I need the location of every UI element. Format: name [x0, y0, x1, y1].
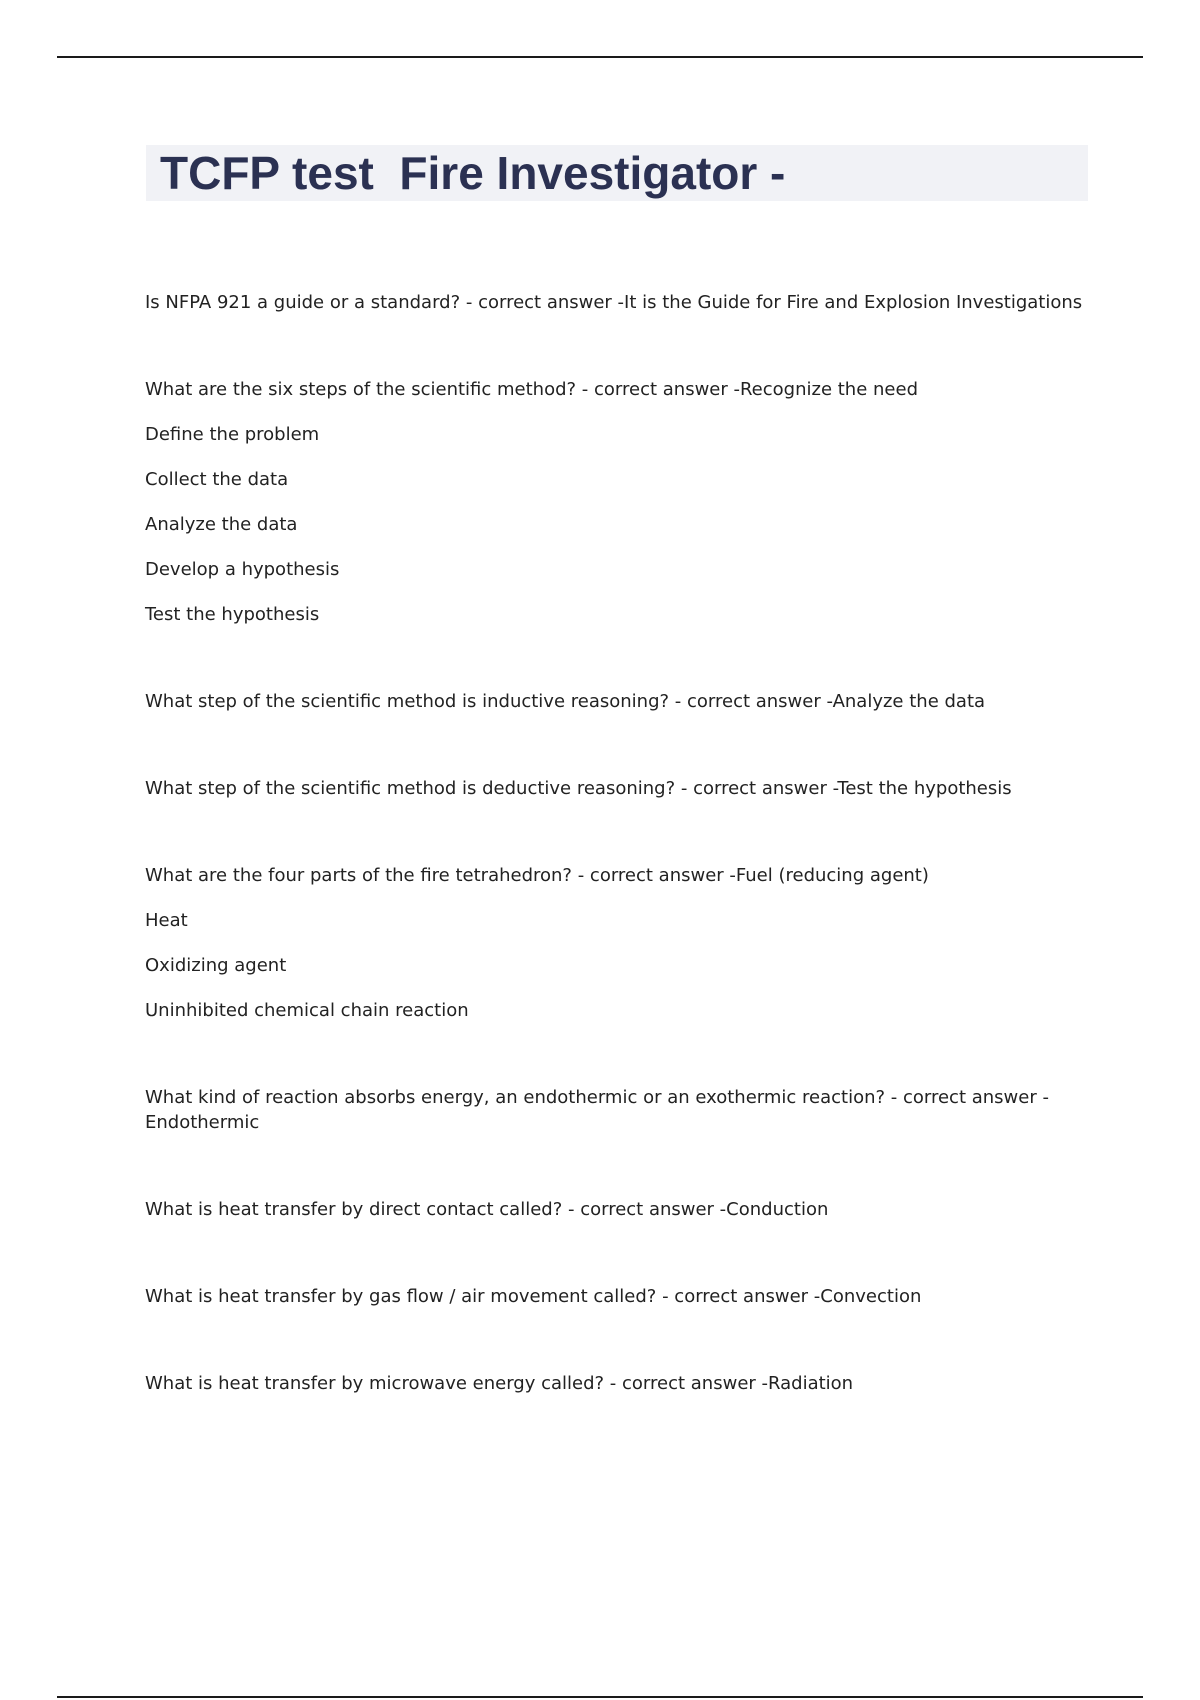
qa-line: What is heat transfer by gas flow / air movement called? - correct answer -Convection — [145, 1286, 922, 1307]
qa-line: What kind of reaction absorbs energy, an endothermic or an exothermic reaction? - correct answer -Endothermic — [145, 1087, 1049, 1133]
qa-line: Develop a hypothesis — [145, 559, 340, 580]
page-title: TCFP test Fire Investigator - — [160, 147, 786, 199]
qa-line: Analyze the data — [145, 514, 298, 535]
qa-line: Heat — [145, 910, 188, 931]
qa-line: What is heat transfer by microwave energy called? - correct answer -Radiation — [145, 1373, 854, 1394]
qa-list — [145, 290, 1085, 1458]
qa-line: Collect the data — [145, 469, 289, 490]
qa-item — [145, 863, 1085, 1023]
bottom-rule — [57, 1696, 1143, 1698]
qa-item — [145, 1197, 1085, 1222]
qa-line: Uninhibited chemical chain reaction — [145, 1000, 469, 1021]
top-rule — [57, 56, 1143, 58]
qa-item — [145, 1284, 1085, 1309]
title-banner — [146, 145, 1088, 201]
qa-item — [145, 776, 1085, 801]
qa-item — [145, 377, 1085, 627]
qa-line: Is NFPA 921 a guide or a standard? - correct answer -It is the Guide for Fire and Explosion Investigations — [145, 292, 1083, 313]
qa-line: What step of the scientific method is inductive reasoning? - correct answer -Analyze the data — [145, 691, 986, 712]
qa-item — [145, 290, 1085, 315]
qa-line: What are the six steps of the scientific method? - correct answer -Recognize the need — [145, 379, 918, 400]
qa-line: What is heat transfer by direct contact called? - correct answer -Conduction — [145, 1199, 829, 1220]
qa-item — [145, 1085, 1085, 1135]
qa-item — [145, 1371, 1085, 1396]
qa-line: Oxidizing agent — [145, 955, 287, 976]
qa-line: Define the problem — [145, 424, 320, 445]
qa-line: What are the four parts of the fire tetrahedron? - correct answer -Fuel (reducing agent) — [145, 865, 929, 886]
qa-line: Test the hypothesis — [145, 604, 320, 625]
qa-line: What step of the scientific method is deductive reasoning? - correct answer -Test the hypothesis — [145, 778, 1012, 799]
qa-item — [145, 689, 1085, 714]
